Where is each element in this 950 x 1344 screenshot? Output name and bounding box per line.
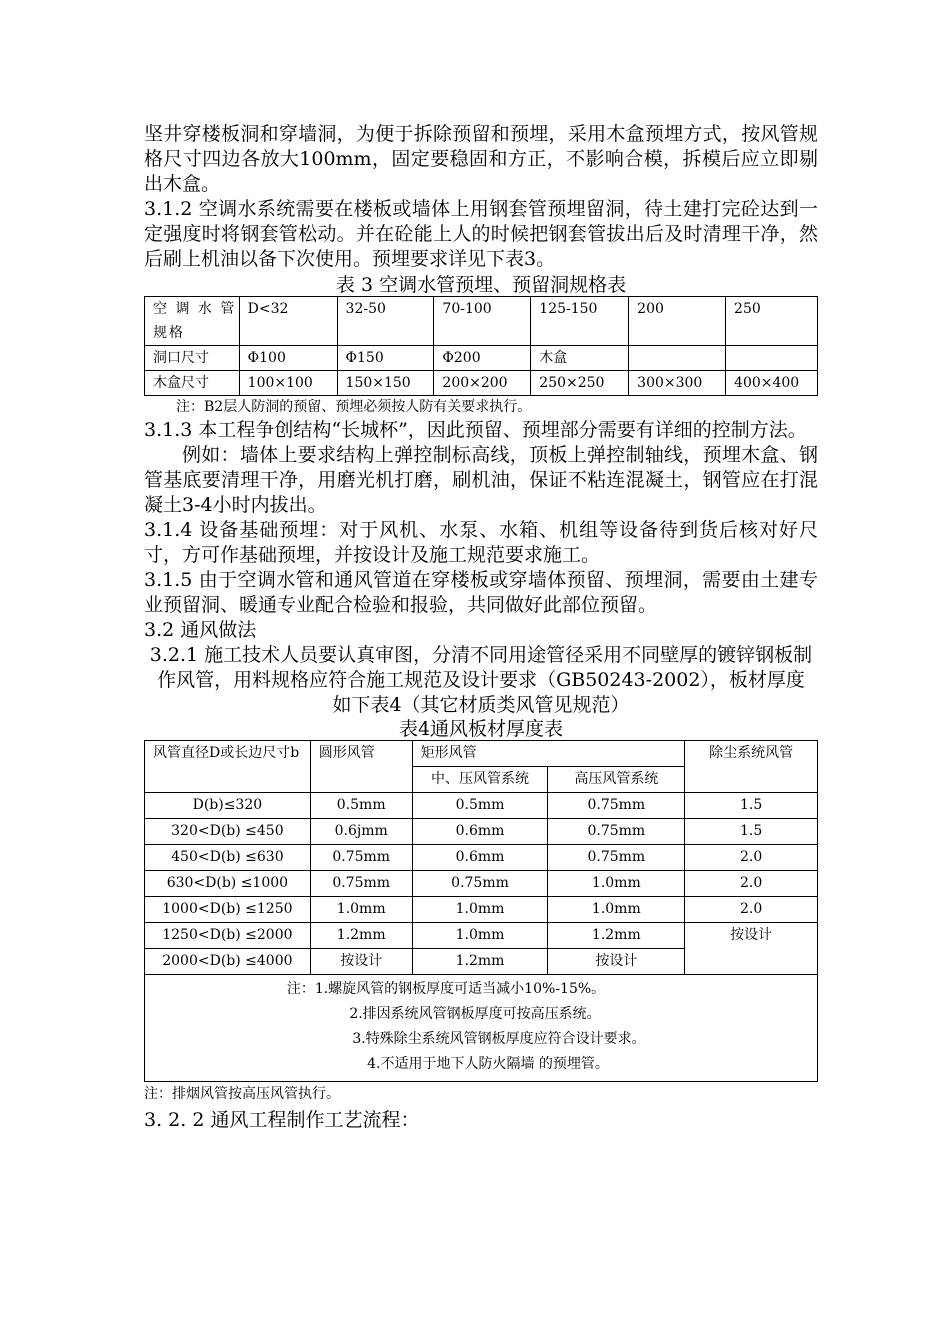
- table-cell: 150×150: [337, 371, 434, 396]
- table-cell: 1.2mm: [310, 923, 412, 949]
- table-cell: 450<D(b) ≤630: [145, 845, 311, 871]
- table-row: [145, 346, 818, 371]
- table-cell: 0.6jmm: [310, 819, 412, 845]
- table-cell: 0.75mm: [548, 819, 685, 845]
- table-cell: 1.2mm: [548, 923, 685, 949]
- paragraph-3-1-2: 3.1.2 空调水系统需要在楼板或墙体上用钢套管预埋留洞，待土建打完砼达到一定强度时将钢套管松动。并在砼能上人的时候把钢套管拔出后及时清理干净，然后刷上机油以备下次使用。预埋要求详见下表3。: [144, 198, 818, 270]
- table-cell: 0.75mm: [310, 871, 412, 897]
- table-cell: 320<D(b) ≤450: [145, 819, 311, 845]
- table-cell: 250: [726, 297, 818, 346]
- table-cell: 2.0: [685, 845, 818, 871]
- table-cell: 32-50: [337, 297, 434, 346]
- table-cell: 0.6mm: [412, 845, 548, 871]
- table-4-after-note: 注：排烟风管按高压风管执行。: [144, 1086, 340, 1102]
- table-cell: 100×100: [239, 371, 337, 396]
- table-cell: 2000<D(b) ≤4000: [145, 949, 311, 975]
- table-note: 4.不适用于地下人防火隔墙 的预埋管。: [367, 1056, 609, 1072]
- table-note: 注：1.螺旋风管的钢板厚度可适当减小10%-15%。: [286, 981, 606, 997]
- table-3: [144, 296, 818, 396]
- table-header-cell: 高压风管系统: [548, 767, 685, 793]
- heading-3-2-2: 3. 2. 2 通风工程制作工艺流程：: [144, 1109, 420, 1131]
- table-cell: 200×200: [434, 371, 531, 396]
- table-cell: 200: [629, 297, 726, 346]
- table-cell: 1250<D(b) ≤2000: [145, 923, 311, 949]
- paragraph-3-1-3: 3.1.3 本工程争创结构“长城杯”，因此预留、预埋部分需要有详细的控制方法。: [144, 419, 807, 441]
- table-cell: 1.2mm: [412, 949, 548, 975]
- table-row: [145, 793, 818, 819]
- table-cell: 按设计: [685, 923, 818, 975]
- table-cell: 洞口尺寸: [145, 346, 240, 371]
- table-row: [145, 297, 818, 346]
- table-cell: 0.5mm: [412, 793, 548, 819]
- table-cell: 0.5mm: [310, 793, 412, 819]
- table-header-row: [145, 741, 818, 767]
- table-cell: 2.0: [685, 897, 818, 923]
- table-cell: 1.0mm: [310, 897, 412, 923]
- heading-3-2: 3.2 通风做法: [144, 619, 257, 641]
- document-page: [144, 122, 818, 1133]
- paragraph-3-2-1: 3.2.1 施工技术人员要认真审图，分清不同用途管径采用不同壁厚的镀锌钢板制作风管，用料规格应符合施工规范及设计要求（GB50243-2002），板材厚度如下表4（其它材质类风管见规范）: [149, 644, 813, 716]
- table-cell: 0.75mm: [412, 871, 548, 897]
- table-cell: D(b)≤320: [145, 793, 311, 819]
- table-header-cell: 中、压风管系统: [412, 767, 548, 793]
- table-header-cell: 除尘系统风管: [685, 741, 818, 793]
- table-header-cell: 矩形风管: [412, 741, 685, 767]
- paragraph-3-1-4: 3.1.4 设备基础预埋：对于风机、水泵、水箱、机组等设备待到货后核对好尺寸，方可作基础预埋，并按设计及施工规范要求施工。: [144, 519, 818, 566]
- table-note: 2.排因系统风管钢板厚度可按高压系统。: [349, 1006, 601, 1022]
- table-cell: Φ100: [239, 346, 337, 371]
- table-cell: 70-100: [434, 297, 531, 346]
- paragraph-3-1-5: 3.1.5 由于空调水管和通风管道在穿楼板或穿墙体预留、预埋洞，需要由土建专业预留洞、暖通专业配合检验和报验，共同做好此部位预留。: [144, 569, 818, 616]
- table-cell: 1.5: [685, 793, 818, 819]
- table-cell: D<32: [239, 297, 337, 346]
- table-cell: 630<D(b) ≤1000: [145, 871, 311, 897]
- table-cell: 300×300: [629, 371, 726, 396]
- table-3-note: 注：B2层人防洞的预留、预埋必须按人防有关要求执行。: [176, 399, 532, 415]
- table-header-cell: 风管直径D或长边尺寸b: [145, 741, 311, 793]
- table-row: [145, 897, 818, 923]
- table-cell: 0.75mm: [548, 845, 685, 871]
- table-4-notes: [145, 975, 818, 1082]
- table-cell: 0.75mm: [548, 793, 685, 819]
- table-cell: 按设计: [310, 949, 412, 975]
- table-cell: 1.0mm: [412, 897, 548, 923]
- table-cell: [629, 346, 726, 371]
- paragraph-1: 坚井穿楼板洞和穿墙洞，为便于拆除预留和预埋，采用木盒预埋方式，按风管规格尺寸四边各放大100mm，固定要稳固和方正，不影响合模，拆模后应立即剔出木盒。: [144, 123, 818, 195]
- table-cell: 0.6mm: [412, 819, 548, 845]
- table-cell: 400×400: [726, 371, 818, 396]
- table-cell: Φ150: [337, 346, 434, 371]
- table-4: [144, 740, 818, 1082]
- table-cell: [726, 346, 818, 371]
- table-row: [145, 845, 818, 871]
- table-cell: 2.0: [685, 871, 818, 897]
- table-row: [145, 923, 818, 949]
- table-cell: 1.0mm: [548, 897, 685, 923]
- table-cell: 1.0mm: [412, 923, 548, 949]
- table-header-cell: 圆形风管: [310, 741, 412, 793]
- table-cell: 1000<D(b) ≤1250: [145, 897, 311, 923]
- table-cell: 0.75mm: [310, 845, 412, 871]
- table-4-caption: 表4通风板材厚度表: [398, 718, 564, 740]
- table-cell: 木盒尺寸: [145, 371, 240, 396]
- table-cell: 1.5: [685, 819, 818, 845]
- table-cell: 按设计: [548, 949, 685, 975]
- table-cell: 1.0mm: [548, 871, 685, 897]
- table-row: [145, 871, 818, 897]
- table-cell: 木盒: [531, 346, 629, 371]
- table-3-caption: 表 3 空调水管预埋、预留洞规格表: [335, 274, 627, 296]
- table-note: 3.特殊除尘系统风管钢板厚度应符合设计要求。: [352, 1031, 646, 1047]
- table-row: [145, 819, 818, 845]
- table-notes-row: [145, 975, 818, 1082]
- table-row: [145, 371, 818, 396]
- table-cell: Φ200: [434, 346, 531, 371]
- table-cell: 空 调 水 管规格: [145, 297, 240, 346]
- table-cell: 250×250: [531, 371, 629, 396]
- paragraph-example: 例如：墙体上要求结构上弹控制标高线，顶板上弹控制轴线，预埋木盒、钢管基底要清理干净，用磨光机打磨，刷机油，保证不粘连混凝土，钢管应在打混凝土3-4小时内拔出。: [144, 444, 818, 516]
- table-cell: 125-150: [531, 297, 629, 346]
